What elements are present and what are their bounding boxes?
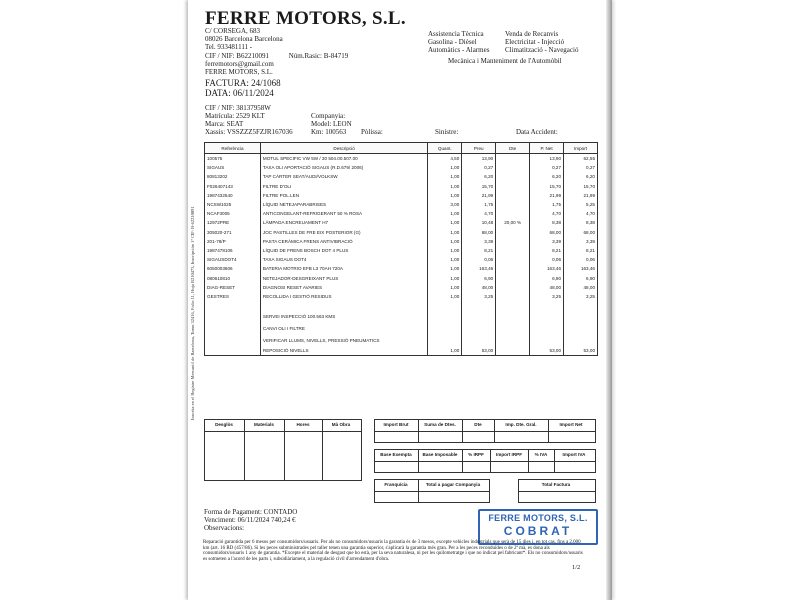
service-note: CANVI OLI I FILTRE <box>260 321 427 333</box>
service-item: Electricitat - Injecció <box>505 38 565 47</box>
cell-reference: DIAG-RESET <box>205 283 261 292</box>
table-row <box>205 191 598 200</box>
hours-header: Hores <box>296 422 310 427</box>
cell-reference: 1987432540 <box>205 191 261 200</box>
cell-amount: 0,06 <box>564 255 598 264</box>
col-header-description: Descripció <box>260 143 427 154</box>
cell-price: 6,20 <box>462 172 496 181</box>
cell-discount <box>496 163 530 172</box>
table-row <box>205 309 598 321</box>
cell-price: 6,90 <box>462 273 496 282</box>
cell-price: 13,90 <box>462 154 496 164</box>
col-header-discount: Dte <box>496 143 530 154</box>
cell-net-price <box>530 309 564 321</box>
cell-reference: 305020-271 <box>205 228 261 237</box>
cell-quantity: 1,00 <box>428 255 462 264</box>
cell-amount: 3,25 <box>564 292 598 301</box>
insurance-company-label: Companyia: <box>311 112 346 120</box>
materials-header: Materials <box>254 422 274 427</box>
cell-amount: 6,90 <box>564 273 598 282</box>
cell-quantity: 1,00 <box>428 163 462 172</box>
cell-description: BATERIA MOTRIO EFB L3 70AH 720A <box>260 264 427 273</box>
cell-price: 0,27 <box>462 163 496 172</box>
invoice-date: DATA: 06/11/2024 <box>205 88 274 98</box>
cell-quantity: 1,00 <box>428 218 462 227</box>
cell-price <box>462 309 496 321</box>
services-col-2 <box>505 30 578 55</box>
cell-discount <box>496 264 530 273</box>
company-name: FERRE MOTORS, S.L. <box>205 8 406 29</box>
cell-net-price: 1,75 <box>530 200 564 209</box>
cell-description: NETEJADOR-DESGREIXANT PLUS <box>260 273 427 282</box>
cell-description: REPOSICIÓ NIVELLS <box>260 346 427 356</box>
cell-net-price: 4,70 <box>530 209 564 218</box>
invoice-info <box>205 78 281 98</box>
items-body <box>205 154 598 356</box>
cell-net-price: 13,90 <box>530 154 564 164</box>
cell-reference: F026407143 <box>205 182 261 191</box>
cell-amount: 15,70 <box>564 182 598 191</box>
table-row <box>205 321 598 333</box>
cell-reference: 1987478106 <box>205 246 261 255</box>
table-row <box>205 228 598 237</box>
cell-reference <box>205 346 261 356</box>
page-edge-shadow <box>606 0 612 600</box>
registry-vertical-text: Inscrita en el Registre Mercantil de Barcelona, Tomo 32416, Folio 11, Hoja B210473, Inscripción 1ª CIF: B-62210091 <box>190 206 195 420</box>
cell-quantity: 1,00 <box>428 273 462 282</box>
cell-net-price: 0,06 <box>530 255 564 264</box>
cell-amount: 5,25 <box>564 200 598 209</box>
table-row <box>205 182 598 191</box>
cell-description: RECOLLIDA I GESTIÓ RESIDUS <box>260 292 427 301</box>
cell-amount: 48,00 <box>564 283 598 292</box>
stamp-paid: COBRAT <box>503 524 573 538</box>
cell-discount: 20,00 % <box>496 218 530 227</box>
labor-header: Mà Obra <box>331 422 351 427</box>
cell-net-price: 3,25 <box>530 292 564 301</box>
services-tagline: Mecànica i Manteniment de l'Automòbil <box>448 57 562 65</box>
cell-description: MOTUL SPECIFIC VW 5W / 30 504.00.507.00 <box>260 154 427 164</box>
irpf-percent-header: % IRPF <box>468 452 484 457</box>
cell-amount: 21,99 <box>564 191 598 200</box>
cell-reference: 80813202 <box>205 172 261 181</box>
cell-discount <box>496 182 530 191</box>
cell-description: ANTICONGELANT-REFRIGERANT 50 % ROSA <box>260 209 427 218</box>
cell-reference: 201-78/P <box>205 237 261 246</box>
cell-net-price: 68,00 <box>530 228 564 237</box>
invoice-number: FACTURA: 24/1068 <box>205 78 281 88</box>
divider <box>374 491 489 492</box>
warranty-legal-text: Reparació garantida per 6 mesos per consumidors/usuaris. Per als no consumidors/usuaris la garantia és de 3 mesos, excepte vehicles industrials que serà de 15 dies i, en tot cas, fins a 2.000 km (art. 16 RD (457/86). Si les peces subministrades pel taller tenen una garantia superior, s'aplicarà la garantia més gran. Per a les peces reconduïdes o de 2ª mà, es dona als consumidors/usuaris 1 any de garantia. *Excepte el material de desgast que ho està, per la seva naturalesa, ni per les quilometratge i que no indicat pel fabricant*. Els no consumidors/usuaris es sotmeten a l'acord de les parts i, subsidiàriament, a la regulació civil d'arrendament d'obra. <box>203 540 583 562</box>
cell-amount: 163,46 <box>564 264 598 273</box>
table-row <box>205 172 598 181</box>
irpf-amount-header: Import IRPF <box>495 452 523 457</box>
cell-reference <box>205 333 261 345</box>
cell-quantity <box>428 301 462 309</box>
table-header-row <box>205 143 598 154</box>
cell-description: TAXA OLI APORTACIÓ SIGAUS (R.D.679/ 2006) <box>260 163 427 172</box>
table-row <box>205 200 598 209</box>
policy-label: Pòlissa: <box>361 128 383 136</box>
cell-description <box>260 301 427 309</box>
cell-discount <box>496 191 530 200</box>
table-row <box>205 301 598 309</box>
divider <box>374 431 595 432</box>
cell-price: 48,00 <box>462 283 496 292</box>
cell-net-price: 0,27 <box>530 163 564 172</box>
cell-discount <box>496 200 530 209</box>
address-line-2: 08026 Barcelona Barcelona <box>205 35 283 44</box>
cell-net-price: 163,46 <box>530 264 564 273</box>
cell-quantity: 1,00 <box>428 182 462 191</box>
cell-discount <box>496 292 530 301</box>
cell-reference <box>205 321 261 333</box>
cell-amount: 6,20 <box>564 172 598 181</box>
table-row <box>205 292 598 301</box>
cell-discount <box>496 154 530 164</box>
cell-reference: SIGAUS <box>205 163 261 172</box>
cell-description: TAP CÀRTER SEAT/AUDI/VOLKSW <box>260 172 427 181</box>
cell-price: 68,00 <box>462 228 496 237</box>
gross-amount-header: Import Brut <box>383 422 409 427</box>
cell-quantity: 1,00 <box>428 246 462 255</box>
cell-description: FILTRE POL.LEN <box>260 191 427 200</box>
cell-quantity: 1,00 <box>428 228 462 237</box>
vin: Xassis: VSSZZZ5FZJR167036 <box>205 128 293 136</box>
cell-discount <box>496 321 530 333</box>
general-discount-header: Imp. Dte. Gral. <box>505 422 537 427</box>
cell-price <box>462 321 496 333</box>
cif-label: CIF / NIF: B62210091 <box>205 51 269 60</box>
company-info <box>205 27 348 76</box>
discount-sum-header: Suma de Dtes. <box>424 422 456 427</box>
cell-amount: 8,38 <box>564 218 598 227</box>
invoice-total-header: Total Factura <box>541 482 571 487</box>
col-header-reference: Referència <box>205 143 261 154</box>
cell-discount <box>496 172 530 181</box>
vehicle-model: Model: LEON <box>311 120 352 128</box>
cell-price: 10,48 <box>462 218 496 227</box>
service-item: Gasolina - Dièsel <box>428 38 477 47</box>
cell-quantity: 3,00 <box>428 200 462 209</box>
table-row <box>205 163 598 172</box>
cell-quantity: 1,00 <box>428 346 462 356</box>
table-row <box>205 218 598 227</box>
iva-amount-header: Import IVA <box>562 452 586 457</box>
stamp-company: FERRE MOTORS, S.L. <box>488 513 588 523</box>
cell-discount <box>496 283 530 292</box>
cell-net-price: 8,38 <box>530 218 564 227</box>
cell-price: 21,99 <box>462 191 496 200</box>
company-cif <box>205 52 348 60</box>
cell-price: 3,39 <box>462 237 496 246</box>
table-row <box>205 333 598 345</box>
cell-amount: 0,27 <box>564 163 598 172</box>
customer-cif: CIF / NIF: 38137958W <box>205 104 271 112</box>
divider <box>322 419 323 480</box>
service-item: Venda de Recanvis <box>505 30 559 38</box>
insurer-total-header: Total a pagar Companyia <box>425 482 481 487</box>
col-header-price: Preu <box>462 143 496 154</box>
cell-price: 8,21 <box>462 246 496 255</box>
table-row <box>205 346 598 356</box>
cell-discount <box>496 209 530 218</box>
cell-net-price <box>530 321 564 333</box>
breakdown-box <box>204 419 362 481</box>
cell-net-price <box>530 301 564 309</box>
observations-label: Observacions: <box>204 524 245 532</box>
accident-date-label: Data Accident: <box>516 128 558 136</box>
cell-net-price: 21,99 <box>530 191 564 200</box>
cell-discount <box>496 246 530 255</box>
cell-amount <box>564 301 598 309</box>
col-header-net-price: P. Net <box>530 143 564 154</box>
cell-net-price <box>530 333 564 345</box>
service-note: SERVEI INSPECCIÓ 100.563 KMS <box>260 309 427 321</box>
cell-net-price: 3,39 <box>530 237 564 246</box>
cell-price: 53,00 <box>462 346 496 356</box>
due-date-amount: Venciment: 06/11/2024 740,24 € <box>204 516 296 524</box>
table-row <box>205 246 598 255</box>
vehicle-brand: Marca: SEAT <box>205 120 244 128</box>
cell-quantity: 1,00 <box>428 292 462 301</box>
cell-amount: 62,55 <box>564 154 598 164</box>
cell-price: 15,70 <box>462 182 496 191</box>
cell-net-price: 8,21 <box>530 246 564 255</box>
claim-label: Sinistre: <box>435 128 459 136</box>
net-amount-header: Import Net <box>559 422 583 427</box>
cell-discount <box>496 237 530 246</box>
cell-quantity: 1,00 <box>428 191 462 200</box>
cell-reference: NCAF3005 <box>205 209 261 218</box>
cell-price: 163,46 <box>462 264 496 273</box>
service-item: Assistencia Tècnica <box>428 30 484 38</box>
cell-description: LÀMPADA ENCREUAMENT H7 <box>260 218 427 227</box>
breakdown-header: Desglòs <box>215 422 233 427</box>
cell-reference: 12972PRE <box>205 218 261 227</box>
cell-discount <box>496 333 530 345</box>
payment-method: Forma de Pagament: CONTADO <box>204 508 298 516</box>
cell-reference: 080610810 <box>205 273 261 282</box>
cell-description: PASTA CERÀMICA FRENS ANTIVIBRACIÓ <box>260 237 427 246</box>
cell-price <box>462 333 496 345</box>
table-row <box>205 255 598 264</box>
cell-description: TAXA SIGAUS DOT4 <box>260 255 427 264</box>
cell-description: LÍQUID DE FRENS BOSCH DOT 4 PLUS <box>260 246 427 255</box>
col-header-quantity: Quant. <box>428 143 462 154</box>
registration-number: Núm.Rasic: B-84719 <box>288 51 349 60</box>
cell-amount: 4,70 <box>564 209 598 218</box>
cell-discount <box>496 346 530 356</box>
table-row <box>205 154 598 164</box>
cell-price: 4,70 <box>462 209 496 218</box>
company-name-repeat: FERRE MOTORS, S.L. <box>205 68 273 77</box>
cell-reference <box>205 309 261 321</box>
cell-amount <box>564 321 598 333</box>
items-table <box>204 142 598 356</box>
col-header-amount: Import <box>564 143 598 154</box>
cell-quantity: 4,50 <box>428 154 462 164</box>
taxable-base-header: Base Imposable <box>422 452 458 457</box>
cell-quantity: 1,00 <box>428 172 462 181</box>
cell-description: JOC PASTILLES DE FRE EIX POSTERIOR (G) <box>260 228 427 237</box>
invoice-page <box>188 0 612 600</box>
cell-description: DIAGNOSI RESET AVARIES <box>260 283 427 292</box>
cell-quantity: 1,00 <box>428 209 462 218</box>
cell-description: FILTRE D'OLI <box>260 182 427 191</box>
services-col-1 <box>428 30 489 55</box>
cell-amount: 3,39 <box>564 237 598 246</box>
table-row <box>205 264 598 273</box>
cell-quantity: 1,00 <box>428 283 462 292</box>
cell-reference: SIGAUSDOT4 <box>205 255 261 264</box>
cell-discount <box>496 228 530 237</box>
cell-quantity <box>428 333 462 345</box>
service-item: Automàtics - Alarmes <box>428 46 490 55</box>
cell-net-price: 53,00 <box>530 346 564 356</box>
page-number: 1/2 <box>572 564 581 571</box>
cell-discount <box>496 309 530 321</box>
cell-reference: GESTRES <box>205 292 261 301</box>
discount-header: Dte <box>474 422 482 427</box>
divider <box>284 419 285 480</box>
cell-description: LÍQUID NETEJAPARABRISES <box>260 200 427 209</box>
plate-number: Matrícula: 2529 KLT <box>205 112 265 120</box>
divider <box>518 491 595 492</box>
cell-net-price: 6,90 <box>530 273 564 282</box>
address-line-1: C/ CORSEGA, 683 <box>205 27 261 35</box>
service-note: VERIFICAR LLUMS, NIVELLS, PRESSIÓ PNEUMATICS <box>260 333 427 345</box>
divider <box>204 431 361 432</box>
email: ferremotors@gmail.com <box>205 59 274 68</box>
cell-net-price: 6,20 <box>530 172 564 181</box>
cell-price: 0,06 <box>462 255 496 264</box>
table-row <box>205 237 598 246</box>
service-item: Climatització - Navegació <box>505 46 579 55</box>
divider <box>374 461 595 462</box>
cell-price: 3,25 <box>462 292 496 301</box>
deductible-header: Franquícia <box>384 482 408 487</box>
exempt-base-header: Base Exempta <box>380 452 412 457</box>
table-row <box>205 209 598 218</box>
km: Km: 100563 <box>311 128 347 136</box>
cell-quantity: 1,00 <box>428 264 462 273</box>
cell-quantity <box>428 309 462 321</box>
cell-quantity <box>428 321 462 333</box>
cell-net-price: 48,00 <box>530 283 564 292</box>
cell-reference: 100575 <box>205 154 261 164</box>
cell-reference: NCSW1025 <box>205 200 261 209</box>
cell-price: 1,75 <box>462 200 496 209</box>
table-row <box>205 283 598 292</box>
cell-quantity: 1,00 <box>428 237 462 246</box>
cell-discount <box>496 255 530 264</box>
cell-amount: 53,00 <box>564 346 598 356</box>
table-row <box>205 273 598 282</box>
cell-amount: 8,21 <box>564 246 598 255</box>
divider <box>244 419 245 480</box>
payment-info <box>204 508 297 532</box>
cell-reference <box>205 301 261 309</box>
cell-amount <box>564 333 598 345</box>
cell-net-price: 15,70 <box>530 182 564 191</box>
cell-discount <box>496 273 530 282</box>
iva-percent-header: % IVA <box>534 452 548 457</box>
phone: Tel. 933481111 - <box>205 43 253 52</box>
cell-reference: 6050003606 <box>205 264 261 273</box>
cell-amount <box>564 309 598 321</box>
cell-discount <box>496 301 530 309</box>
cell-amount: 68,00 <box>564 228 598 237</box>
cell-price <box>462 301 496 309</box>
